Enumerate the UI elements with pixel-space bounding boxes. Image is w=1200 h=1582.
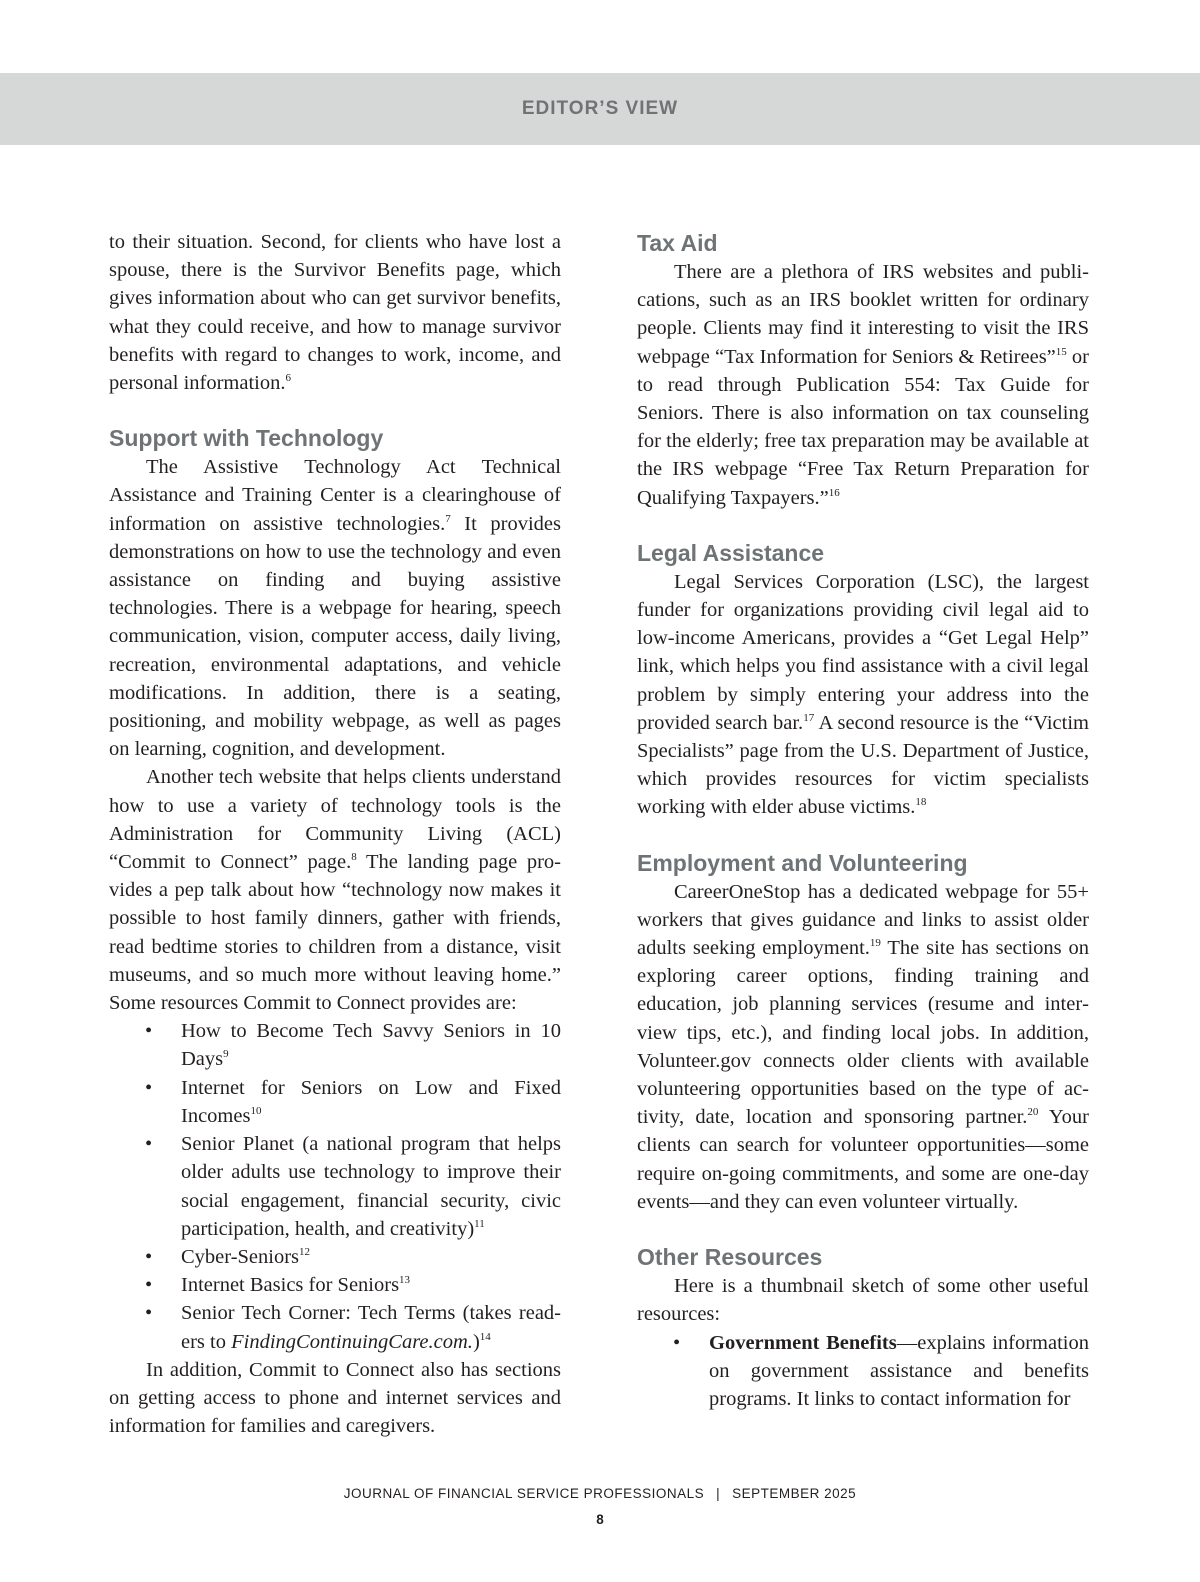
paragraph-commit-sections: In addition, Commit to Connect also has sections on getting access to phone and internet services and information for families and caregivers.: [109, 1358, 561, 1438]
footnote-ref: 6: [285, 372, 291, 385]
list-item: • Internet for Seniors on Low and Fixed Incomes$^{10}$: [109, 1074, 561, 1130]
left-column: [109, 228, 561, 1440]
journal-name: JOURNAL OF FINANCIAL SERVICE PROFESSIONALS: [343, 1486, 705, 1501]
page-footer: [0, 1486, 1200, 1501]
heading-legal-assistance: Legal Assistance: [637, 539, 825, 566]
other-resources-list: [637, 1329, 1089, 1414]
heading-support-with-technology: Support with Technology: [109, 425, 384, 452]
footnote-ref: 20: [1027, 1106, 1039, 1119]
footnote-ref: 7: [445, 512, 451, 525]
footnote-ref: 15: [1055, 345, 1067, 358]
list-item: • How to Become Tech Savvy Seniors in 10 Days$^9$: [109, 1017, 561, 1073]
paragraph-tax-aid: There are a plethora of IRS websites and publications, such as an IRS booklet written for ordinary people. Clients may find it interesting to visit the IRS webpage “Tax Information for Seniors & Retirees”$^{15}$ or to read through Publication 554: Tax Guide for Seniors. There is also information on tax counseling for the elderly; free tax preparation may be available at the IRS webpage “Free Tax Return Preparation for Qualifying Taxpayers.”$^{16}$: [637, 261, 1090, 509]
heading-tax-aid: Tax Aid: [637, 230, 718, 256]
list-item: • Senior Tech Corner: Tech Terms (takes readers to FindingContinuingCare.com.)$^{14}$: [109, 1299, 561, 1355]
list-item: • Senior Planet (a national program that helps older adults use technology to improve their social engagement, financial security, civic participation, health, and creativity)$^{11}$: [109, 1130, 561, 1243]
issue-date: SEPTEMBER 2025: [732, 1486, 857, 1501]
paragraph-employment-volunteering: CareerOneStop has a dedicated webpage for 55+ workers that gives guidance and links to assist older adults seeking employment.$^{19}$ The site has sections on exploring career options, finding training and education, job planning services (resume and interview tips, etc.), and finding local jobs. In addition, Volunteer.gov connects older clients with available volunteering opportunities based on the type of activity, date, location and sponsoring partner.$^{20}$ Your clients can search for volunteer opportunities—some require on-going commitments, and some are one-day events—and they can even volunteer virtually.: [637, 880, 1089, 1213]
footer-separator: |: [716, 1486, 721, 1501]
resource-list: [109, 1017, 561, 1355]
list-item: • Internet Basics for Seniors$^{13}$: [109, 1271, 561, 1299]
list-item: • Cyber-Seniors$^{12}$: [109, 1243, 561, 1271]
paragraph-survivor-benefits: to their situation. Second, for clients who have lost a spouse, there is the Survivor Benefits page, which gives information about who can get survivor benefits, what they could receive, and how to manage survivor benefits with regard to changes to work, income, and personal information.$^6$: [109, 231, 561, 395]
paragraph-legal-assistance: Legal Services Corporation (LSC), the largest funder for organizations providing civil legal aid to low-income Americans, provides a “Get Legal Help” link, which helps you find assistance with a civil legal problem by simply entering your address into the provided search bar.$^{17}$ A second resource is the “Victim Specialists” page from the U.S. Department of Justice, which provides resources for victim specialists working with elder abuse victims.$^{18}$: [637, 570, 1089, 819]
footnote-ref: 17: [803, 712, 815, 725]
paragraph-commit-to-connect: Another tech website that helps clients understand how to use a variety of technology tools is the Administration for Community Living (ACL) “Commit to Connect” page.$^8$ The landing page provides a pep talk about how “technology now makes it possible to host family dinners, gather with friends, read bedtime stories to children from a distance, visit museums, and so much more without leaving home.” Some resources Commit to Connect provides are:: [109, 766, 561, 1015]
paragraph-other-resources: Here is a thumbnail sketch of some other useful resources:: [637, 1275, 1089, 1326]
heading-employment-volunteering: Employment and Volunteering: [637, 849, 968, 876]
footnote-ref: 10: [250, 1105, 262, 1118]
footnote-ref: 18: [915, 796, 927, 809]
footnote-ref: 14: [479, 1330, 491, 1343]
footnote-ref: 8: [351, 851, 357, 864]
paragraph-assistive-technology: The Assistive Technology Act Technical Assistance and Training Center is a clearinghouse of information on assistive technologies.$^7$ It provides demonstrations on how to use the technology and even assistance on finding and buying assistive technologies. There is a webpage for hearing, speech communication, vision, computer access, daily living, recreation, environmental adaptations, and vehicle modifications. In addition, there is a seating, positioning, and mobility webpage, as well as pages on learning, cognition, and development.: [109, 456, 561, 761]
right-column: [637, 228, 1089, 1413]
section-banner: [0, 73, 1200, 145]
footnote-ref: 13: [399, 1274, 411, 1287]
list-item: • Government Benefits—explains information on government assistance and benefits programs. It links to contact information for: [637, 1329, 1089, 1414]
footnote-ref: 19: [869, 937, 881, 950]
footnote-ref: 12: [299, 1246, 311, 1259]
page-number: 8: [596, 1512, 604, 1527]
section-label: EDITOR’S VIEW: [521, 98, 679, 119]
footnote-ref: 11: [474, 1217, 485, 1230]
heading-other-resources: Other Resources: [637, 1244, 823, 1271]
footnote-ref: 9: [223, 1048, 229, 1061]
footnote-ref: 16: [828, 486, 840, 499]
